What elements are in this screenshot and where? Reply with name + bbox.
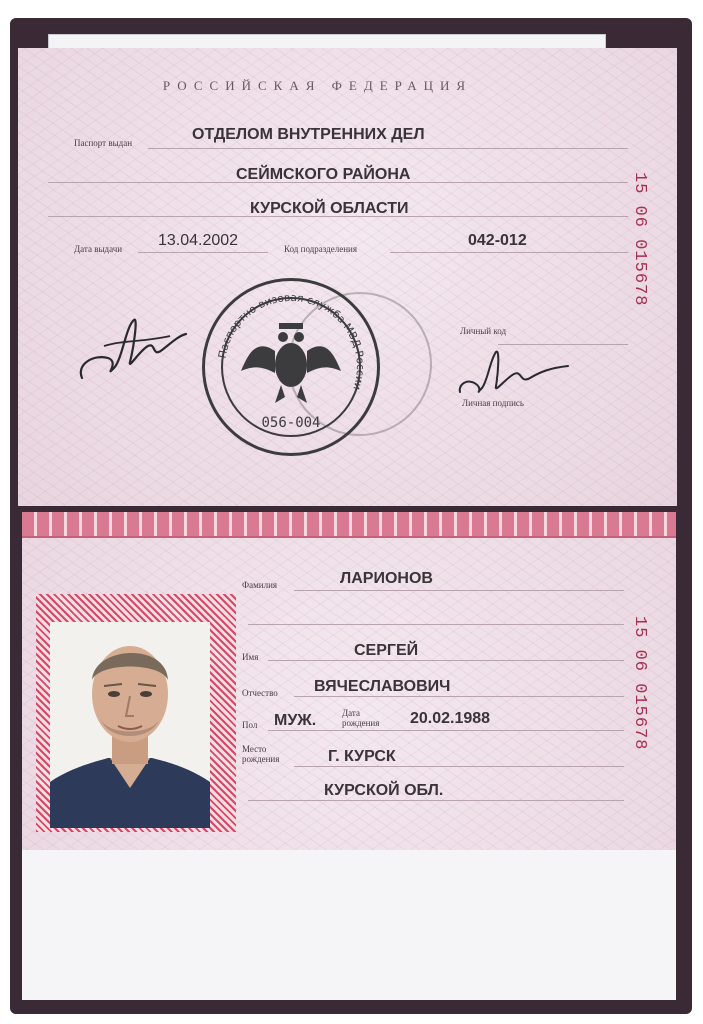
personal-code-label: Личный код (460, 326, 507, 336)
blank-page-area (22, 850, 676, 1000)
name-value: СЕРГЕЙ (354, 642, 419, 659)
patronymic-value: ВЯЧЕСЛАВОВИЧ (314, 678, 451, 695)
rule (294, 766, 624, 767)
holder-photo (50, 622, 210, 828)
division-code-label: Код подразделения (284, 244, 357, 254)
rule (248, 800, 624, 801)
issue-date-label: Дата выдачи (74, 244, 123, 254)
birth-date-label-line2: рождения (342, 718, 380, 728)
official-signature (74, 306, 194, 390)
rule (148, 148, 628, 149)
security-ribbon (22, 512, 676, 538)
rule (248, 624, 624, 625)
birth-place-label-line1: Место (242, 744, 267, 754)
stamp-number: 056-004 (261, 415, 321, 431)
personal-signature-label: Личная подпись (462, 398, 525, 408)
passport-photo-page (22, 512, 676, 1000)
serial-number-top: 15 06 015678 (630, 172, 649, 307)
name-label: Имя (242, 652, 259, 662)
birth-place-label (242, 744, 279, 764)
serial-number-bottom: 15 06 015678 (630, 616, 649, 751)
rule (268, 730, 624, 731)
surname-label: Фамилия (242, 580, 278, 590)
issue-date-value: 13.04.2002 (158, 232, 239, 249)
holder-signature (454, 344, 574, 404)
rule (294, 590, 624, 591)
rule (294, 696, 624, 697)
issued-by-line-3: КУРСКОЙ ОБЛАСТИ (250, 200, 409, 217)
issued-by-label: Паспорт выдан (74, 138, 133, 148)
birth-place-line-2: КУРСКОЙ ОБЛ. (324, 782, 444, 799)
division-code-value: 042-012 (468, 232, 527, 249)
birth-date-label-line1: Дата (342, 708, 360, 718)
stamp-ring-text: Паспортно-визовая служба МВД России (216, 291, 367, 392)
passport-issue-page (18, 48, 677, 506)
birth-place-line-1: Г. КУРСК (328, 748, 396, 765)
birth-date-label (342, 708, 379, 728)
rule (390, 252, 628, 253)
rule (268, 660, 624, 661)
surname-value: ЛАРИОНОВ (340, 570, 433, 587)
country-header: РОССИЙСКАЯ ФЕДЕРАЦИЯ (162, 78, 473, 93)
birth-place-label-line2: рождения (242, 754, 280, 764)
rule (138, 252, 268, 253)
issued-by-line-1: ОТДЕЛОМ ВНУТРЕННИХ ДЕЛ (192, 126, 425, 143)
sex-value: МУЖ. (274, 712, 317, 729)
issued-by-line-2: СЕЙМСКОГО РАЙОНА (236, 166, 411, 183)
patronymic-label: Отчество (242, 688, 278, 698)
birth-date-value: 20.02.1988 (410, 710, 491, 727)
official-stamp (202, 278, 380, 456)
sex-label: Пол (242, 720, 258, 730)
